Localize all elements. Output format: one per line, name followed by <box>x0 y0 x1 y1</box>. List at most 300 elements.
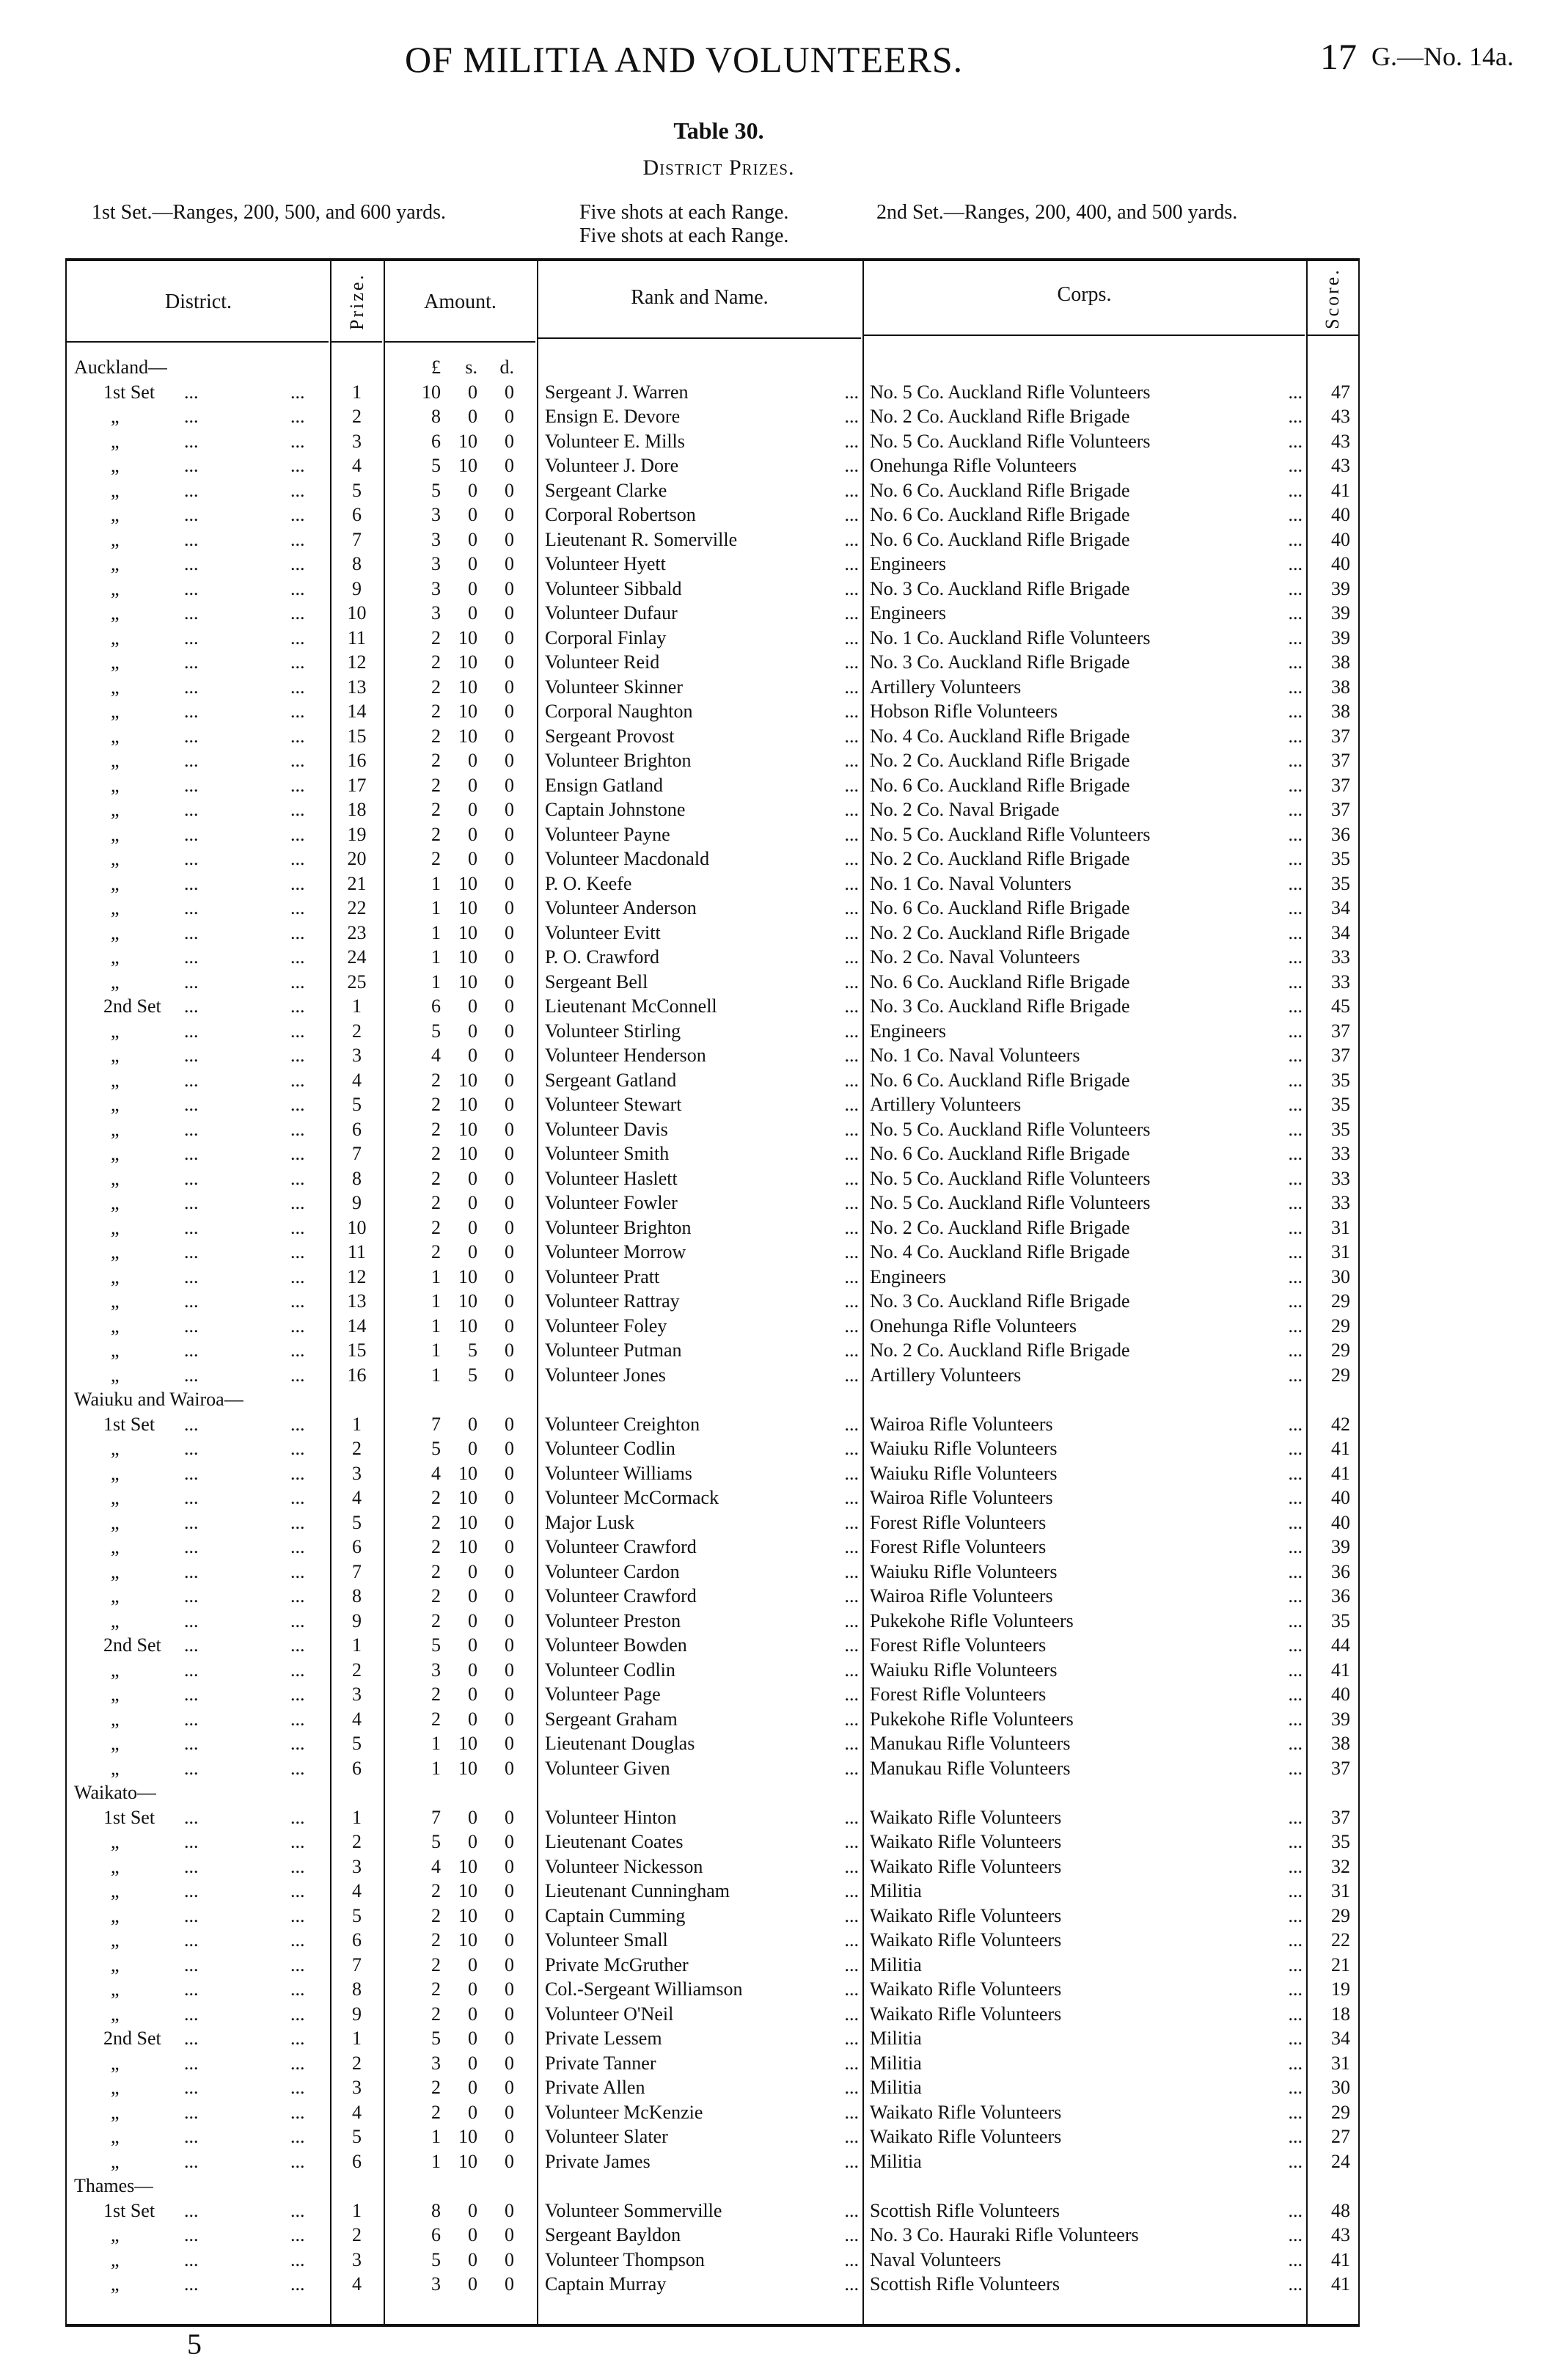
corps <box>870 1216 1303 1240</box>
rank-and-name-text: Volunteer Jones <box>545 1364 666 1386</box>
dot-leader: ... <box>184 528 199 550</box>
score: 37 <box>1331 1020 1350 1042</box>
ditto-mark: „ <box>111 1831 120 1852</box>
score: 43 <box>1331 455 1350 476</box>
amount-pounds: 2 <box>431 651 441 673</box>
rank-and-name <box>545 1609 859 1634</box>
ditto-mark: „ <box>111 1880 120 1901</box>
prize-number: 1 <box>352 995 362 1017</box>
amount-shillings: 10 <box>458 725 477 747</box>
amount-shillings: 0 <box>468 1634 477 1656</box>
dot-leader: ... <box>844 1364 859 1386</box>
set-label: 2nd Set <box>103 995 161 1017</box>
dot-leader: ... <box>1288 602 1303 624</box>
corps <box>870 380 1303 405</box>
dot-leader: ... <box>290 1609 305 1631</box>
amount-pounds: 2 <box>431 676 441 698</box>
dot-leader: ... <box>290 406 305 427</box>
corps-text: Forest Rifle Volunteers <box>870 1634 1047 1656</box>
rank-and-name <box>545 1854 859 1879</box>
score: 18 <box>1331 2003 1350 2025</box>
corps <box>870 2149 1303 2174</box>
corps-text: Waikato Rifle Volunteers <box>870 1929 1062 1951</box>
corps <box>870 1141 1303 1166</box>
corps-text: No. 3 Co. Auckland Rifle Brigade <box>870 651 1130 673</box>
prize-number: 2 <box>352 406 362 427</box>
dot-leader: ... <box>1288 2273 1303 2295</box>
amount-pounds: 7 <box>431 1806 441 1828</box>
amount-pence: 0 <box>505 651 514 673</box>
district-header-row <box>67 1780 1361 1805</box>
rank-and-name-text: Captain Johnstone <box>545 799 686 820</box>
table-row <box>67 896 1361 921</box>
prize-number: 22 <box>347 897 367 918</box>
rank-and-name-text: Corporal Robertson <box>545 504 696 525</box>
dot-leader: ... <box>844 1536 859 1557</box>
dot-leader: ... <box>1288 381 1303 403</box>
corps-text: Waikato Rifle Volunteers <box>870 1904 1062 1926</box>
ditto-mark: „ <box>111 2248 120 2270</box>
amount-pounds: 8 <box>431 2199 441 2221</box>
amount-pounds: 2 <box>431 2003 441 2025</box>
prize-number: 8 <box>352 1167 362 1189</box>
rank-and-name-text: Sergeant Bayldon <box>545 2224 681 2245</box>
dot-leader: ... <box>290 1855 305 1877</box>
dot-leader: ... <box>844 1020 859 1042</box>
header-rule <box>538 337 861 339</box>
corps-text: Pukekohe Rifle Volunteers <box>870 1609 1074 1631</box>
dot-leader: ... <box>844 2101 859 2123</box>
dot-leader: ... <box>184 1167 199 1189</box>
dot-leader: ... <box>844 406 859 427</box>
score: 41 <box>1331 2273 1350 2295</box>
score: 34 <box>1331 2028 1350 2049</box>
dot-leader: ... <box>844 701 859 722</box>
amount-shillings: 0 <box>468 2101 477 2123</box>
prize-number: 10 <box>347 602 367 624</box>
score: 37 <box>1331 750 1350 771</box>
rank-and-name <box>545 871 859 896</box>
amount-pence: 0 <box>505 1167 514 1189</box>
prize-number: 14 <box>347 1315 367 1337</box>
dot-leader: ... <box>184 2273 199 2295</box>
prize-number: 8 <box>352 1978 362 2000</box>
ditto-mark: „ <box>111 2077 120 2098</box>
amount-pence: 0 <box>505 1364 514 1386</box>
dot-leader: ... <box>290 848 305 869</box>
amount-shillings: 10 <box>458 1757 477 1779</box>
amount-pounds: 2 <box>431 1684 441 1705</box>
amount-pounds: 5 <box>431 1020 441 1042</box>
column-header-corps: Corps. <box>1057 283 1112 306</box>
ditto-mark: „ <box>111 971 120 993</box>
amount-pounds: 5 <box>431 1438 441 1459</box>
dot-leader: ... <box>1288 2003 1303 2025</box>
amount-pounds: 3 <box>431 504 441 525</box>
dot-leader: ... <box>290 1094 305 1115</box>
dot-leader: ... <box>844 1560 859 1582</box>
prize-number: 13 <box>347 676 367 698</box>
page-title: OF MILITIA AND VOLUNTEERS. <box>405 39 964 80</box>
rank-and-name <box>545 1265 859 1290</box>
score: 33 <box>1331 1192 1350 1213</box>
dot-leader: ... <box>290 1634 305 1656</box>
dot-leader: ... <box>290 1045 305 1066</box>
dot-leader: ... <box>184 381 199 403</box>
rank-and-name <box>545 2149 859 2174</box>
dot-leader: ... <box>1288 1634 1303 1656</box>
rank-and-name <box>545 1485 859 1510</box>
dot-leader: ... <box>184 1290 199 1312</box>
table-row <box>67 1731 1361 1756</box>
table-row <box>67 1928 1361 1953</box>
ditto-mark: „ <box>111 897 120 918</box>
ditto-mark: „ <box>111 1978 120 2000</box>
rank-and-name-text: Lieutenant Douglas <box>545 1733 695 1754</box>
amount-pounds: 2 <box>431 1216 441 1238</box>
corps <box>870 1240 1303 1265</box>
rank-and-name <box>545 2075 859 2100</box>
amount-pounds: 2 <box>431 848 441 869</box>
amount-pounds: 5 <box>431 1634 441 1656</box>
dot-leader: ... <box>844 2199 859 2221</box>
corps <box>870 1436 1303 1461</box>
corps-text: No. 3 Co. Auckland Rifle Brigade <box>870 1290 1130 1312</box>
dot-leader: ... <box>1288 577 1303 599</box>
table-row <box>67 1560 1361 1584</box>
prize-number: 1 <box>352 2199 362 2221</box>
score: 40 <box>1331 1684 1350 1705</box>
rank-and-name-text: Sergeant Bell <box>545 971 648 993</box>
amount-pounds: 1 <box>431 1265 441 1287</box>
rank-and-name <box>545 1560 859 1584</box>
rank-and-name <box>545 748 859 773</box>
dot-leader: ... <box>184 1118 199 1140</box>
table-row <box>67 699 1361 724</box>
ditto-mark: „ <box>111 406 120 427</box>
corps <box>870 1412 1303 1437</box>
score: 40 <box>1331 504 1350 525</box>
corps <box>870 1731 1303 1756</box>
amount-pence: 0 <box>505 2150 514 2172</box>
table-row <box>67 1019 1361 1044</box>
amount-pence: 0 <box>505 701 514 722</box>
dot-leader: ... <box>290 1585 305 1606</box>
dot-leader: ... <box>844 504 859 525</box>
dot-leader: ... <box>844 1953 859 1975</box>
rank-and-name-text: Lieutenant R. Somerville <box>545 528 738 550</box>
dot-leader: ... <box>1288 946 1303 968</box>
dot-leader: ... <box>290 1733 305 1754</box>
prize-number: 4 <box>352 1487 362 1508</box>
dot-leader: ... <box>1288 897 1303 918</box>
corps-text: No. 5 Co. Auckland Rifle Volunteers <box>870 1118 1151 1140</box>
score: 31 <box>1331 1241 1350 1262</box>
corps-text: Manukau Rifle Volunteers <box>870 1733 1071 1754</box>
corps-text: Scottish Rifle Volunteers <box>870 2199 1060 2221</box>
ditto-mark: „ <box>111 626 120 648</box>
amount-pence: 0 <box>505 553 514 574</box>
pence-label: d. <box>499 357 514 378</box>
corps-text: No. 3 Co. Auckland Rifle Brigade <box>870 995 1130 1017</box>
dot-leader: ... <box>844 1708 859 1730</box>
ditto-mark: „ <box>111 1560 120 1582</box>
amount-pence: 0 <box>505 872 514 894</box>
amount-shillings: 0 <box>468 1806 477 1828</box>
dot-leader: ... <box>290 1880 305 1901</box>
ditto-mark: „ <box>111 872 120 894</box>
dot-leader: ... <box>290 602 305 624</box>
corps <box>870 2051 1303 2076</box>
rank-and-name-text: Captain Murray <box>545 2273 667 2295</box>
dot-leader: ... <box>290 455 305 476</box>
amount-pence: 0 <box>505 1462 514 1484</box>
amount-shillings: 0 <box>468 553 477 574</box>
amount-pence: 0 <box>505 676 514 698</box>
rank-and-name-text: Volunteer Bowden <box>545 1634 687 1656</box>
dot-leader: ... <box>1288 651 1303 673</box>
amount-shillings: 10 <box>458 1315 477 1337</box>
dot-leader: ... <box>1288 1733 1303 1754</box>
rank-and-name-text: Volunteer Given <box>545 1757 670 1779</box>
dot-leader: ... <box>184 2003 199 2025</box>
amount-pounds: 3 <box>431 577 441 599</box>
amount-shillings: 10 <box>458 1536 477 1557</box>
table-row <box>67 1584 1361 1609</box>
amount-pounds: 2 <box>431 1192 441 1213</box>
prize-number: 3 <box>352 1045 362 1066</box>
rank-and-name <box>545 1363 859 1388</box>
dot-leader: ... <box>1288 872 1303 894</box>
amount-pounds: 2 <box>431 725 441 747</box>
set-label: 1st Set <box>103 1806 155 1828</box>
amount-pounds: 2 <box>431 2077 441 2098</box>
ditto-mark: „ <box>111 1684 120 1705</box>
amount-pence: 0 <box>505 1953 514 1975</box>
dot-leader: ... <box>184 1733 199 1754</box>
amount-pounds: 2 <box>431 1118 441 1140</box>
column-header-district: District. <box>165 290 232 313</box>
corps <box>870 1756 1303 1781</box>
rank-and-name <box>545 1904 859 1929</box>
score: 29 <box>1331 1339 1350 1361</box>
corps-text: Waikato Rifle Volunteers <box>870 1978 1062 2000</box>
amount-pence: 0 <box>505 1708 514 1730</box>
ditto-mark: „ <box>111 1315 120 1337</box>
district-header-row <box>67 1387 1361 1412</box>
rank-and-name <box>545 1584 859 1609</box>
table-row <box>67 1092 1361 1117</box>
table-row <box>67 1707 1361 1732</box>
prize-number: 15 <box>347 725 367 747</box>
ditto-mark: „ <box>111 1265 120 1287</box>
rank-and-name-text: Volunteer Codlin <box>545 1659 675 1681</box>
amount-shillings: 10 <box>458 455 477 476</box>
score: 37 <box>1331 1806 1350 1828</box>
dot-leader: ... <box>290 921 305 943</box>
amount-shillings: 0 <box>468 1609 477 1631</box>
amount-shillings: 0 <box>468 2003 477 2025</box>
table-row <box>67 1510 1361 1535</box>
dot-leader: ... <box>1288 1462 1303 1484</box>
rank-and-name <box>545 1535 859 1560</box>
dot-leader: ... <box>844 1118 859 1140</box>
amount-pence: 0 <box>505 577 514 599</box>
dot-leader: ... <box>844 946 859 968</box>
amount-shillings: 10 <box>458 1265 477 1287</box>
dot-leader: ... <box>290 1364 305 1386</box>
corps-text: No. 2 Co. Auckland Rifle Brigade <box>870 1339 1130 1361</box>
score: 40 <box>1331 1511 1350 1533</box>
corps <box>870 626 1303 651</box>
dot-leader: ... <box>1288 2052 1303 2074</box>
corps <box>870 2002 1303 2027</box>
set-label: 1st Set <box>103 381 155 403</box>
amount-shillings: 5 <box>468 1339 477 1361</box>
rank-and-name <box>545 404 859 429</box>
amount-shillings: 0 <box>468 1438 477 1459</box>
dot-leader: ... <box>290 1315 305 1337</box>
table-row <box>67 1658 1361 1683</box>
corps-text: No. 2 Co. Auckland Rifle Brigade <box>870 406 1130 427</box>
amount-pence: 0 <box>505 1659 514 1681</box>
amount-pounds: 2 <box>431 1511 441 1533</box>
corps-text: Forest Rifle Volunteers <box>870 1536 1047 1557</box>
amount-pounds: 1 <box>431 1315 441 1337</box>
rank-and-name <box>545 1731 859 1756</box>
ditto-mark: „ <box>111 2003 120 2025</box>
amount-pounds: 4 <box>431 1045 441 1066</box>
dot-leader: ... <box>290 1511 305 1533</box>
prize-number: 1 <box>352 2028 362 2049</box>
dot-leader: ... <box>1288 1118 1303 1140</box>
rank-and-name <box>545 2002 859 2027</box>
rank-and-name-text: Volunteer Hinton <box>545 1806 677 1828</box>
amount-pounds: 1 <box>431 946 441 968</box>
amount-shillings: 0 <box>468 1216 477 1238</box>
corps-text: Militia <box>870 1953 922 1975</box>
ditto-mark: „ <box>111 1904 120 1926</box>
amount-shillings: 10 <box>458 1290 477 1312</box>
ditto-mark: „ <box>111 1609 120 1631</box>
rank-and-name-text: Volunteer Fowler <box>545 1192 678 1213</box>
corps <box>870 478 1303 503</box>
amount-pence: 0 <box>505 897 514 918</box>
dot-leader: ... <box>1288 2150 1303 2172</box>
amount-pence: 0 <box>505 995 514 1017</box>
dot-leader: ... <box>844 750 859 771</box>
dot-leader: ... <box>290 1339 305 1361</box>
table-row <box>67 1805 1361 1830</box>
dot-leader: ... <box>1288 1438 1303 1459</box>
dot-leader: ... <box>184 1094 199 1115</box>
score: 37 <box>1331 799 1350 820</box>
corps-text: No. 6 Co. Auckland Rifle Brigade <box>870 528 1130 550</box>
rank-and-name-text: Volunteer Macdonald <box>545 848 710 869</box>
dot-leader: ... <box>290 1020 305 1042</box>
corps <box>870 871 1303 896</box>
rank-and-name-text: Volunteer Preston <box>545 1609 681 1631</box>
dot-leader: ... <box>844 479 859 501</box>
table-row <box>67 2198 1361 2223</box>
dot-leader: ... <box>184 971 199 993</box>
dot-leader: ... <box>184 1684 199 1705</box>
rank-and-name <box>545 1338 859 1363</box>
table-row <box>67 552 1361 577</box>
dot-leader: ... <box>290 1831 305 1852</box>
dot-leader: ... <box>290 381 305 403</box>
corps-text: No. 5 Co. Auckland Rifle Volunteers <box>870 1167 1151 1189</box>
amount-shillings: 10 <box>458 1462 477 1484</box>
dot-leader: ... <box>184 2126 199 2147</box>
amount-pence: 0 <box>505 1806 514 1828</box>
amount-shillings: 10 <box>458 872 477 894</box>
amount-pence: 0 <box>505 1143 514 1164</box>
dot-leader: ... <box>184 1339 199 1361</box>
amount-pounds: 1 <box>431 897 441 918</box>
corps <box>870 1485 1303 1510</box>
table-row <box>67 1854 1361 1879</box>
score: 38 <box>1331 1733 1350 1754</box>
dot-leader: ... <box>184 455 199 476</box>
score: 29 <box>1331 1315 1350 1337</box>
table-row <box>67 1461 1361 1486</box>
amount-pence: 0 <box>505 1020 514 1042</box>
dot-leader: ... <box>1288 1241 1303 1262</box>
amount-shillings: 5 <box>468 1364 477 1386</box>
score: 35 <box>1331 872 1350 894</box>
corps <box>870 2272 1303 2297</box>
score: 39 <box>1331 602 1350 624</box>
dot-leader: ... <box>1288 799 1303 820</box>
amount-pence: 0 <box>505 504 514 525</box>
dot-leader: ... <box>290 1953 305 1975</box>
rank-and-name-text: Volunteer Crawford <box>545 1536 697 1557</box>
rank-and-name <box>545 502 859 527</box>
corps <box>870 1879 1303 1904</box>
amount-pounds: 2 <box>431 1094 441 1115</box>
prize-number: 2 <box>352 1831 362 1852</box>
amount-pounds: 2 <box>431 626 441 648</box>
dot-leader: ... <box>1288 1708 1303 1730</box>
score: 33 <box>1331 1167 1350 1189</box>
rank-and-name <box>545 847 859 871</box>
rank-and-name-text: Captain Cumming <box>545 1904 686 1926</box>
ditto-mark: „ <box>111 2224 120 2245</box>
set-label: 1st Set <box>103 2199 155 2221</box>
prize-number: 2 <box>352 1438 362 1459</box>
prize-number: 4 <box>352 455 362 476</box>
dot-leader: ... <box>290 2077 305 2098</box>
dot-leader: ... <box>1288 2077 1303 2098</box>
dot-leader: ... <box>290 1413 305 1435</box>
prize-number: 23 <box>347 921 367 943</box>
amount-pence: 0 <box>505 1045 514 1066</box>
amount-pence: 0 <box>505 1413 514 1435</box>
header-rule <box>67 341 329 343</box>
rank-and-name-text: Volunteer Evitt <box>545 921 661 943</box>
dot-leader: ... <box>290 971 305 993</box>
table-row <box>67 429 1361 454</box>
ditto-mark: „ <box>111 1290 120 1312</box>
dot-leader: ... <box>844 676 859 698</box>
corps-text: No. 5 Co. Auckland Rifle Volunteers <box>870 381 1151 403</box>
amount-pence: 0 <box>505 626 514 648</box>
table-row <box>67 1953 1361 1978</box>
shots-note-1: Five shots at each Range. <box>579 201 789 224</box>
dot-leader: ... <box>844 1315 859 1337</box>
amount-pence: 0 <box>505 1118 514 1140</box>
